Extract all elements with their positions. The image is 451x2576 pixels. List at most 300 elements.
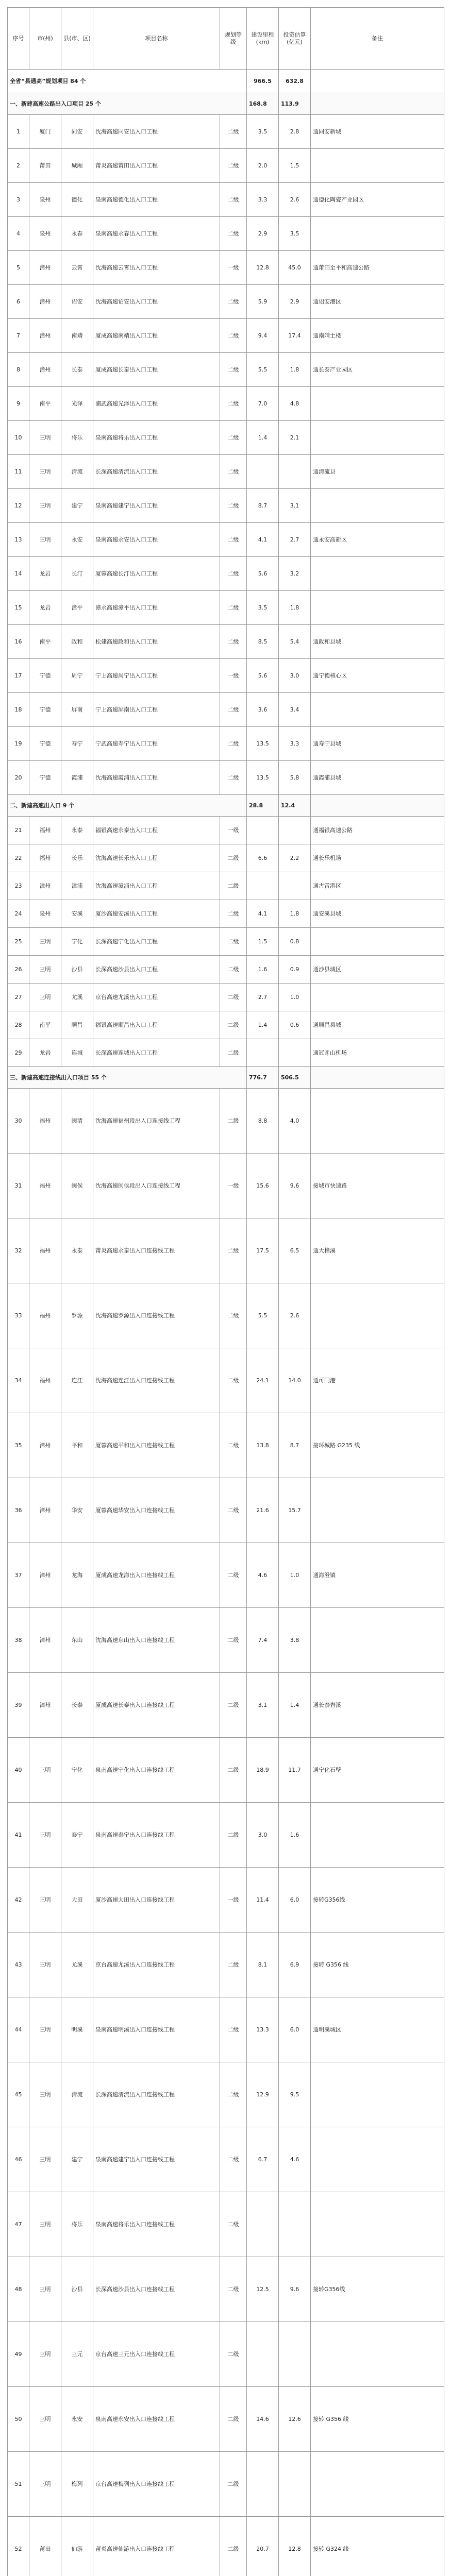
row-number: 5 bbox=[8, 251, 29, 285]
row-number: 52 bbox=[8, 2517, 29, 2576]
section-header-row bbox=[8, 1067, 444, 1089]
row-grade: 二级 bbox=[220, 2062, 247, 2127]
row-grade: 二级 bbox=[220, 2517, 247, 2576]
section-header-row bbox=[8, 93, 444, 115]
row-city: 三明 bbox=[29, 984, 61, 1011]
row-km: 5.5 bbox=[247, 353, 279, 387]
row-grade: 二级 bbox=[220, 319, 247, 353]
row-county: 龙海 bbox=[61, 1543, 93, 1608]
row-note: 通南靖土楼 bbox=[311, 319, 444, 353]
row-city: 三明 bbox=[29, 2257, 61, 2322]
row-investment bbox=[279, 1039, 311, 1067]
row-number: 37 bbox=[8, 1543, 29, 1608]
table-row bbox=[8, 1039, 444, 1067]
row-city: 龙岩 bbox=[29, 1039, 61, 1067]
row-project-name: 长深高速宁化出入口工程 bbox=[93, 928, 220, 956]
row-investment: 1.8 bbox=[279, 900, 311, 928]
table-row bbox=[8, 149, 444, 183]
row-grade: 二级 bbox=[220, 2257, 247, 2322]
row-note: 通长乐机场 bbox=[311, 844, 444, 872]
row-project-name: 泉南高速永春出入口工程 bbox=[93, 217, 220, 251]
row-city: 漳州 bbox=[29, 1673, 61, 1738]
row-project-name: 厦蓉高速平和出入口连接线工程 bbox=[93, 1413, 220, 1478]
row-city: 宁德 bbox=[29, 727, 61, 761]
row-project-name: 沈海高速福州段出入口连接线工程 bbox=[93, 1089, 220, 1154]
row-county: 华安 bbox=[61, 1478, 93, 1543]
row-number: 35 bbox=[8, 1413, 29, 1478]
row-grade: 二级 bbox=[220, 2192, 247, 2257]
row-note bbox=[311, 693, 444, 727]
row-project-name: 沈海高速罗源出入口连接线工程 bbox=[93, 1283, 220, 1348]
row-grade: 二级 bbox=[220, 2452, 247, 2517]
table-row bbox=[8, 1011, 444, 1039]
table-row bbox=[8, 2257, 444, 2322]
row-number: 6 bbox=[8, 285, 29, 319]
section-header-row bbox=[8, 795, 444, 817]
row-number: 24 bbox=[8, 900, 29, 928]
row-investment: 6.9 bbox=[279, 1933, 311, 1997]
row-km: 3.5 bbox=[247, 115, 279, 149]
row-note: 接转 G356 线 bbox=[311, 2387, 444, 2452]
row-project-name: 泉南高速永安出入口工程 bbox=[93, 523, 220, 557]
row-km: 3.5 bbox=[247, 591, 279, 625]
row-project-name: 厦蓉高速华安出入口连接线工程 bbox=[93, 1478, 220, 1543]
row-grade: 一级 bbox=[220, 817, 247, 844]
row-investment: 3.2 bbox=[279, 557, 311, 591]
row-city: 福州 bbox=[29, 817, 61, 844]
row-number: 25 bbox=[8, 928, 29, 956]
row-city: 三明 bbox=[29, 2387, 61, 2452]
row-project-name: 厦成高速长泰出入口连接线工程 bbox=[93, 1673, 220, 1738]
row-km: 2.0 bbox=[247, 149, 279, 183]
table-row bbox=[8, 557, 444, 591]
row-project-name: 宁上高速周宁出入口工程 bbox=[93, 659, 220, 693]
row-grade: 二级 bbox=[220, 285, 247, 319]
row-number: 29 bbox=[8, 1039, 29, 1067]
row-km: 3.3 bbox=[247, 183, 279, 217]
row-investment: 5.8 bbox=[279, 761, 311, 795]
row-project-name: 沈海高速同安出入口工程 bbox=[93, 115, 220, 149]
row-project-name: 沈海高速云霄出入口工程 bbox=[93, 251, 220, 285]
row-number: 30 bbox=[8, 1089, 29, 1154]
row-county: 城厢 bbox=[61, 149, 93, 183]
row-grade: 二级 bbox=[220, 727, 247, 761]
row-county: 明溪 bbox=[61, 1997, 93, 2062]
row-county: 永春 bbox=[61, 217, 93, 251]
row-note: 通海澄镇 bbox=[311, 1543, 444, 1608]
row-city: 漳州 bbox=[29, 285, 61, 319]
row-investment: 4.6 bbox=[279, 2127, 311, 2192]
project-table bbox=[7, 7, 444, 2576]
row-county: 宁化 bbox=[61, 928, 93, 956]
row-county: 沙县 bbox=[61, 2257, 93, 2322]
section-km: 776.7 bbox=[247, 1067, 279, 1089]
table-row bbox=[8, 1868, 444, 1933]
table-body bbox=[8, 70, 444, 2576]
row-number: 19 bbox=[8, 727, 29, 761]
row-city: 三明 bbox=[29, 523, 61, 557]
row-km: 8.8 bbox=[247, 1089, 279, 1154]
row-investment: 9.5 bbox=[279, 2062, 311, 2127]
row-city: 宁德 bbox=[29, 761, 61, 795]
row-city: 三明 bbox=[29, 2452, 61, 2517]
row-city: 南平 bbox=[29, 1011, 61, 1039]
row-investment: 2.8 bbox=[279, 115, 311, 149]
row-city: 三明 bbox=[29, 2127, 61, 2192]
row-grade: 二级 bbox=[220, 693, 247, 727]
row-note bbox=[311, 1803, 444, 1868]
row-km: 5.6 bbox=[247, 659, 279, 693]
row-investment: 0.8 bbox=[279, 928, 311, 956]
row-county: 将乐 bbox=[61, 2192, 93, 2257]
row-city: 福州 bbox=[29, 1283, 61, 1348]
row-city: 泉州 bbox=[29, 217, 61, 251]
row-grade: 二级 bbox=[220, 2127, 247, 2192]
total-label: 全省“县通高”规划项目 84 个 bbox=[8, 70, 247, 93]
row-city: 福州 bbox=[29, 1218, 61, 1283]
row-grade: 一级 bbox=[220, 251, 247, 285]
table-row bbox=[8, 1997, 444, 2062]
row-city: 福州 bbox=[29, 1348, 61, 1413]
row-county: 闽清 bbox=[61, 1089, 93, 1154]
table-row bbox=[8, 387, 444, 421]
row-investment: 14.0 bbox=[279, 1348, 311, 1413]
row-city: 福州 bbox=[29, 1089, 61, 1154]
row-note bbox=[311, 2192, 444, 2257]
table-row bbox=[8, 817, 444, 844]
row-grade: 二级 bbox=[220, 183, 247, 217]
row-note: 通沙县城区 bbox=[311, 956, 444, 984]
row-investment: 1.0 bbox=[279, 984, 311, 1011]
row-note: 通霞浦县城 bbox=[311, 761, 444, 795]
row-investment: 17.4 bbox=[279, 319, 311, 353]
row-city: 莆田 bbox=[29, 2517, 61, 2576]
row-project-name: 沈海高速长乐出入口工程 bbox=[93, 844, 220, 872]
table-row bbox=[8, 421, 444, 455]
total-investment: 632.8 bbox=[279, 70, 311, 93]
row-note: 通永安高新区 bbox=[311, 523, 444, 557]
row-note bbox=[311, 149, 444, 183]
row-note bbox=[311, 1283, 444, 1348]
row-number: 49 bbox=[8, 2322, 29, 2387]
row-grade: 二级 bbox=[220, 523, 247, 557]
total-km: 966.5 bbox=[247, 70, 279, 93]
table-row bbox=[8, 2452, 444, 2517]
row-county: 德化 bbox=[61, 183, 93, 217]
table-row bbox=[8, 1154, 444, 1218]
row-grade: 二级 bbox=[220, 1543, 247, 1608]
row-note bbox=[311, 387, 444, 421]
row-project-name: 宁武高速寿宁出入口工程 bbox=[93, 727, 220, 761]
row-grade: 二级 bbox=[220, 928, 247, 956]
row-city: 宁德 bbox=[29, 693, 61, 727]
row-km: 13.5 bbox=[247, 727, 279, 761]
row-investment: 1.0 bbox=[279, 1543, 311, 1608]
document-page bbox=[7, 7, 444, 2576]
row-note bbox=[311, 2322, 444, 2387]
row-project-name: 沈海高速东山出入口连接线工程 bbox=[93, 1608, 220, 1673]
row-county: 大田 bbox=[61, 1868, 93, 1933]
row-investment bbox=[279, 2192, 311, 2257]
row-note: 通同安新城 bbox=[311, 115, 444, 149]
row-km: 4.6 bbox=[247, 1543, 279, 1608]
table-row bbox=[8, 625, 444, 659]
table-row bbox=[8, 353, 444, 387]
row-investment: 9.6 bbox=[279, 2257, 311, 2322]
row-note bbox=[311, 421, 444, 455]
row-county: 云霄 bbox=[61, 251, 93, 285]
row-investment bbox=[279, 817, 311, 844]
row-project-name: 厦蓉高速长汀出入口工程 bbox=[93, 557, 220, 591]
row-note: 通宁德核心区 bbox=[311, 659, 444, 693]
row-county: 尤溪 bbox=[61, 1933, 93, 1997]
row-county: 南靖 bbox=[61, 319, 93, 353]
row-city: 福州 bbox=[29, 1154, 61, 1218]
row-county: 漳浦 bbox=[61, 872, 93, 900]
row-project-name: 京台高速尤溪出入口连接线工程 bbox=[93, 1933, 220, 1997]
row-project-name: 厦成高速龙海出入口连接线工程 bbox=[93, 1543, 220, 1608]
row-investment: 3.1 bbox=[279, 489, 311, 523]
row-number: 32 bbox=[8, 1218, 29, 1283]
row-number: 27 bbox=[8, 984, 29, 1011]
row-number: 18 bbox=[8, 693, 29, 727]
row-investment: 3.4 bbox=[279, 693, 311, 727]
row-project-name: 泉南高速宁化出入口连接线工程 bbox=[93, 1738, 220, 1803]
row-investment: 6.0 bbox=[279, 1868, 311, 1933]
row-note: 接转G356线 bbox=[311, 1868, 444, 1933]
row-number: 10 bbox=[8, 421, 29, 455]
row-number: 26 bbox=[8, 956, 29, 984]
table-row bbox=[8, 2517, 444, 2576]
row-investment: 0.6 bbox=[279, 1011, 311, 1039]
table-row bbox=[8, 1478, 444, 1543]
row-project-name: 京台高速尤溪出入口工程 bbox=[93, 984, 220, 1011]
row-number: 47 bbox=[8, 2192, 29, 2257]
row-county: 永安 bbox=[61, 2387, 93, 2452]
row-km: 8.1 bbox=[247, 1933, 279, 1997]
row-investment: 12.6 bbox=[279, 2387, 311, 2452]
row-investment: 1.6 bbox=[279, 1803, 311, 1868]
row-note bbox=[311, 1089, 444, 1154]
row-note: 通长泰岩溪 bbox=[311, 1673, 444, 1738]
table-row bbox=[8, 1608, 444, 1673]
row-km: 2.7 bbox=[247, 984, 279, 1011]
row-grade: 二级 bbox=[220, 217, 247, 251]
row-grade: 二级 bbox=[220, 353, 247, 387]
row-county: 连江 bbox=[61, 1348, 93, 1413]
row-number: 23 bbox=[8, 872, 29, 900]
row-investment: 12.8 bbox=[279, 2517, 311, 2576]
row-note bbox=[311, 984, 444, 1011]
row-investment: 0.9 bbox=[279, 956, 311, 984]
row-note: 通莆田至平和高速公路 bbox=[311, 251, 444, 285]
row-grade: 二级 bbox=[220, 1933, 247, 1997]
row-number: 11 bbox=[8, 455, 29, 489]
row-county: 政和 bbox=[61, 625, 93, 659]
table-row bbox=[8, 1543, 444, 1608]
row-grade: 二级 bbox=[220, 387, 247, 421]
row-project-name: 福银高速永泰出入口工程 bbox=[93, 817, 220, 844]
row-project-name: 厦沙高速安溪出入口工程 bbox=[93, 900, 220, 928]
row-investment: 9.6 bbox=[279, 1154, 311, 1218]
table-row bbox=[8, 319, 444, 353]
row-project-name: 泉南高速泰宁出入口连接线工程 bbox=[93, 1803, 220, 1868]
row-project-name: 浦武高速光泽出入口工程 bbox=[93, 387, 220, 421]
row-project-name: 松建高速政和出入口工程 bbox=[93, 625, 220, 659]
row-note bbox=[311, 2452, 444, 2517]
row-note bbox=[311, 1608, 444, 1673]
row-investment: 4.8 bbox=[279, 387, 311, 421]
row-note: 通古雷港区 bbox=[311, 872, 444, 900]
row-grade: 二级 bbox=[220, 1608, 247, 1673]
row-grade: 二级 bbox=[220, 1283, 247, 1348]
row-km: 2.9 bbox=[247, 217, 279, 251]
row-project-name: 长深高速连城出入口工程 bbox=[93, 1039, 220, 1067]
row-investment: 2.2 bbox=[279, 844, 311, 872]
row-investment: 15.7 bbox=[279, 1478, 311, 1543]
table-row bbox=[8, 727, 444, 761]
row-county: 将乐 bbox=[61, 421, 93, 455]
row-county: 东山 bbox=[61, 1608, 93, 1673]
row-investment: 6.0 bbox=[279, 1997, 311, 2062]
row-city: 漳州 bbox=[29, 1413, 61, 1478]
row-grade: 二级 bbox=[220, 1348, 247, 1413]
row-project-name: 莆炎高速仙游出入口连接线工程 bbox=[93, 2517, 220, 2576]
row-investment: 2.6 bbox=[279, 183, 311, 217]
section-title: 一、新建高速公路出入口项目 25 个 bbox=[8, 93, 247, 115]
row-km: 13.5 bbox=[247, 761, 279, 795]
row-project-name: 厦成高速南靖出入口工程 bbox=[93, 319, 220, 353]
table-row bbox=[8, 1803, 444, 1868]
row-note: 通德化陶瓷产业园区 bbox=[311, 183, 444, 217]
row-county: 永泰 bbox=[61, 817, 93, 844]
row-note bbox=[311, 1478, 444, 1543]
row-note bbox=[311, 557, 444, 591]
row-km: 17.5 bbox=[247, 1218, 279, 1283]
row-city: 漳州 bbox=[29, 353, 61, 387]
row-city: 厦门 bbox=[29, 115, 61, 149]
row-km: 6.7 bbox=[247, 2127, 279, 2192]
row-grade: 二级 bbox=[220, 1218, 247, 1283]
row-km: 7.0 bbox=[247, 387, 279, 421]
row-county: 屏南 bbox=[61, 693, 93, 727]
row-county: 平和 bbox=[61, 1413, 93, 1478]
row-county: 连城 bbox=[61, 1039, 93, 1067]
row-county: 泰宁 bbox=[61, 1803, 93, 1868]
table-header-row bbox=[8, 8, 444, 70]
row-number: 51 bbox=[8, 2452, 29, 2517]
header-cell: 市(州) bbox=[29, 8, 61, 70]
row-county: 长泰 bbox=[61, 1673, 93, 1738]
row-city: 漳州 bbox=[29, 1608, 61, 1673]
row-number: 14 bbox=[8, 557, 29, 591]
row-grade: 二级 bbox=[220, 2387, 247, 2452]
row-investment: 11.7 bbox=[279, 1738, 311, 1803]
row-project-name: 厦成高速长泰出入口工程 bbox=[93, 353, 220, 387]
row-city: 漳州 bbox=[29, 251, 61, 285]
row-project-name: 长深高速沙县出入口连接线工程 bbox=[93, 2257, 220, 2322]
row-grade: 二级 bbox=[220, 1997, 247, 2062]
row-investment: 3.0 bbox=[279, 659, 311, 693]
row-grade: 二级 bbox=[220, 1011, 247, 1039]
row-number: 20 bbox=[8, 761, 29, 795]
row-number: 3 bbox=[8, 183, 29, 217]
row-km: 4.1 bbox=[247, 900, 279, 928]
row-grade: 二级 bbox=[220, 557, 247, 591]
row-county: 清流 bbox=[61, 455, 93, 489]
row-km: 5.6 bbox=[247, 557, 279, 591]
row-city: 南平 bbox=[29, 387, 61, 421]
row-note: 通福银高速公路 bbox=[311, 817, 444, 844]
table-row bbox=[8, 2192, 444, 2257]
table-row bbox=[8, 1413, 444, 1478]
row-county: 长乐 bbox=[61, 844, 93, 872]
row-county: 漳平 bbox=[61, 591, 93, 625]
table-row bbox=[8, 2062, 444, 2127]
row-note: 接转 G324 线 bbox=[311, 2517, 444, 2576]
row-km: 3.0 bbox=[247, 1803, 279, 1868]
row-investment bbox=[279, 2452, 311, 2517]
row-note bbox=[311, 2062, 444, 2127]
row-county: 闽侯 bbox=[61, 1154, 93, 1218]
row-investment: 2.6 bbox=[279, 1283, 311, 1348]
row-grade: 二级 bbox=[220, 455, 247, 489]
table-row bbox=[8, 928, 444, 956]
row-county: 宁化 bbox=[61, 1738, 93, 1803]
table-row bbox=[8, 984, 444, 1011]
row-km: 12.5 bbox=[247, 2257, 279, 2322]
row-km: 1.4 bbox=[247, 421, 279, 455]
table-row bbox=[8, 956, 444, 984]
row-note: 接环城路 G235 线 bbox=[311, 1413, 444, 1478]
row-grade: 二级 bbox=[220, 115, 247, 149]
row-investment: 2.1 bbox=[279, 421, 311, 455]
row-investment: 4.0 bbox=[279, 1089, 311, 1154]
row-grade: 二级 bbox=[220, 489, 247, 523]
row-km: 1.5 bbox=[247, 928, 279, 956]
row-project-name: 沈海高速连江出入口连接线工程 bbox=[93, 1348, 220, 1413]
row-county: 永泰 bbox=[61, 1218, 93, 1283]
table-row bbox=[8, 659, 444, 693]
row-city: 三明 bbox=[29, 1868, 61, 1933]
row-investment: 8.7 bbox=[279, 1413, 311, 1478]
row-project-name: 沈海高速诏安出入口工程 bbox=[93, 285, 220, 319]
row-county: 周宁 bbox=[61, 659, 93, 693]
row-number: 15 bbox=[8, 591, 29, 625]
row-city: 三明 bbox=[29, 489, 61, 523]
row-number: 12 bbox=[8, 489, 29, 523]
row-city: 莆田 bbox=[29, 149, 61, 183]
row-km: 24.1 bbox=[247, 1348, 279, 1413]
row-investment bbox=[279, 2322, 311, 2387]
row-city: 漳州 bbox=[29, 872, 61, 900]
row-project-name: 泉南高速建宁出入口工程 bbox=[93, 489, 220, 523]
table-row bbox=[8, 1218, 444, 1283]
table-row bbox=[8, 761, 444, 795]
row-city: 三明 bbox=[29, 2322, 61, 2387]
table-row bbox=[8, 2387, 444, 2452]
row-number: 38 bbox=[8, 1608, 29, 1673]
row-project-name: 沈海高速霞浦出入口工程 bbox=[93, 761, 220, 795]
row-note: 通政和县城 bbox=[311, 625, 444, 659]
table-row bbox=[8, 900, 444, 928]
row-investment: 1.8 bbox=[279, 353, 311, 387]
row-number: 48 bbox=[8, 2257, 29, 2322]
table-row bbox=[8, 591, 444, 625]
row-grade: 二级 bbox=[220, 1738, 247, 1803]
row-grade: 二级 bbox=[220, 1039, 247, 1067]
row-project-name: 福银高速顺昌出入口工程 bbox=[93, 1011, 220, 1039]
